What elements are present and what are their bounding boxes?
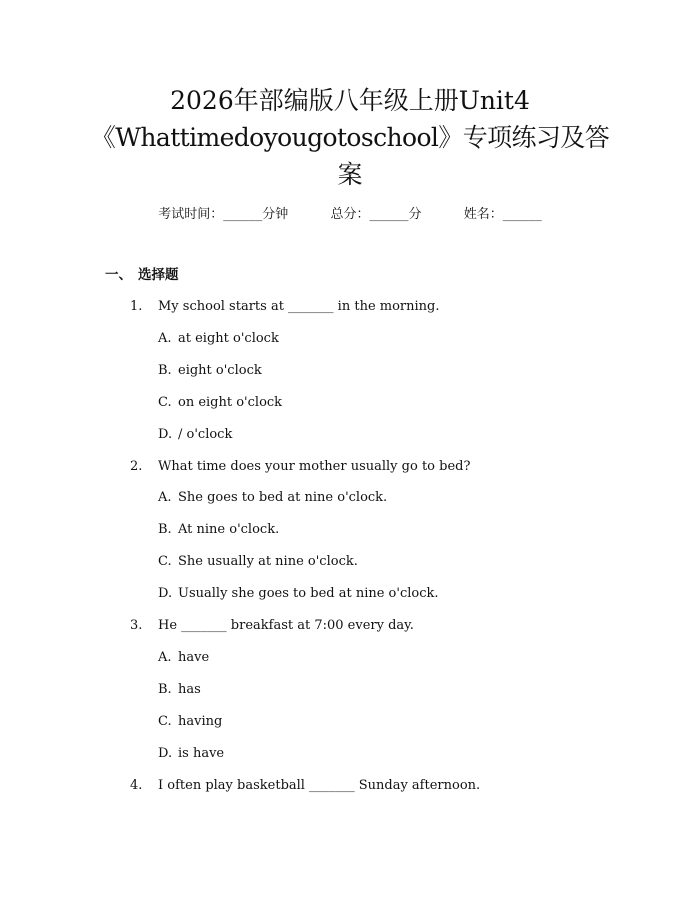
option-3c <box>158 712 222 732</box>
question-text: What time does your mother usually go to bed? <box>158 459 471 474</box>
option-text: is have <box>178 746 225 761</box>
option-letter: B. <box>158 522 172 537</box>
option-text: on eight o'clock <box>178 395 283 410</box>
question-text: I often play basketball _______ Sunday afternoon. <box>158 778 481 793</box>
option-letter: B. <box>158 363 172 378</box>
option-letter: C. <box>158 714 172 729</box>
option-3a <box>158 648 209 668</box>
title-line-2: 《Whattimedoyougotoschool》专项练习及答 <box>90 123 610 152</box>
question-number: 1. <box>130 299 143 314</box>
option-letter: D. <box>158 427 173 442</box>
section-heading <box>105 265 179 285</box>
option-text: / o'clock <box>178 427 233 442</box>
option-text: She goes to bed at nine o'clock. <box>178 490 388 505</box>
option-text: At nine o'clock. <box>178 522 280 537</box>
question-4 <box>130 776 480 796</box>
student-name-field: 姓名：______ <box>463 207 542 222</box>
total-score-field: 总分：______分 <box>330 207 422 222</box>
title-line-1: 2026年部编版八年级上册Unit4 <box>170 86 530 115</box>
question-text: My school starts at _______ in the morning. <box>158 299 440 314</box>
question-2 <box>130 457 470 477</box>
option-letter: A. <box>158 331 172 346</box>
question-number: 4. <box>130 778 143 793</box>
option-letter: C. <box>158 395 172 410</box>
exam-meta-row <box>0 205 700 225</box>
option-2c <box>158 552 358 572</box>
question-3 <box>130 616 414 636</box>
option-1b <box>158 361 262 381</box>
section-title: 选择题 <box>138 267 179 283</box>
option-text: has <box>178 682 201 697</box>
section-number: 一、 <box>105 267 132 283</box>
option-text: having <box>178 714 223 729</box>
title-line-3: 案 <box>337 160 363 189</box>
document-title <box>40 82 660 193</box>
exam-time-field: 考试时间：______分钟 <box>158 207 289 222</box>
option-letter: D. <box>158 746 173 761</box>
option-letter: D. <box>158 586 173 601</box>
option-3b <box>158 680 201 700</box>
option-2d <box>158 584 439 604</box>
question-number: 3. <box>130 618 143 633</box>
question-number: 2. <box>130 459 143 474</box>
option-letter: B. <box>158 682 172 697</box>
option-text: She usually at nine o'clock. <box>178 554 358 569</box>
option-2a <box>158 488 387 508</box>
option-1a <box>158 329 279 349</box>
option-letter: C. <box>158 554 172 569</box>
option-1d <box>158 425 232 445</box>
option-text: eight o'clock <box>178 363 262 378</box>
option-text: at eight o'clock <box>178 331 279 346</box>
option-1c <box>158 393 282 413</box>
option-text: have <box>178 650 210 665</box>
option-text: Usually she goes to bed at nine o'clock. <box>178 586 439 601</box>
question-1 <box>130 297 440 317</box>
option-3d <box>158 744 224 764</box>
option-letter: A. <box>158 650 172 665</box>
option-letter: A. <box>158 490 172 505</box>
question-text: He _______ breakfast at 7:00 every day. <box>158 618 414 633</box>
option-2b <box>158 520 279 540</box>
